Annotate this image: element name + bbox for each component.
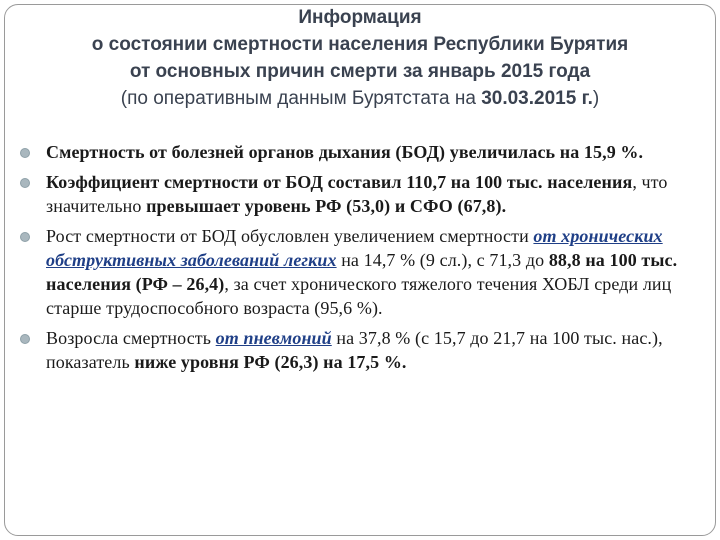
- bullet-list: [20, 140, 698, 380]
- item-4-emphasis: от пневмоний: [215, 328, 332, 348]
- title-line-4-suffix: ): [592, 88, 600, 109]
- bullet-icon: [20, 148, 30, 158]
- item-4-part-3: на 37,8 % (с 15,7 до 21,7 на 100 тыс. нас.), показатель: [46, 328, 663, 372]
- item-1-text: Смертность от болезней органов дыхания (БОД) увеличилась на 15,9 %.: [46, 142, 644, 162]
- item-2-part-1: Коэффициент смертности от БОД составил 110,7 на 100 тыс. населения: [46, 172, 633, 192]
- list-item: [20, 170, 698, 218]
- title-line-4: [20, 85, 700, 112]
- list-item: [20, 326, 698, 374]
- bullet-icon: [20, 334, 30, 344]
- slide-title: [20, 4, 700, 112]
- title-line-1: Информация: [298, 7, 422, 28]
- title-line-2: о состоянии смертности населения Республики Бурятия: [91, 34, 629, 55]
- item-4-part-4: ниже уровня РФ (26,3) на 17,5 %.: [134, 352, 407, 372]
- list-item: [20, 140, 698, 164]
- item-3-part-5: , за счет хронического тяжелого течения ХОБЛ среди лиц старше трудоспособного возраста (95,6 %).: [46, 274, 672, 318]
- item-2-part-2: , что значительно: [46, 172, 668, 216]
- item-3-part-3: на 14,7 % (9 сл.), с 71,3 до: [336, 250, 549, 270]
- list-item: [20, 224, 698, 320]
- bullet-icon: [20, 178, 30, 188]
- item-2-part-3: превышает уровень РФ (53,0) и СФО (67,8).: [146, 196, 507, 216]
- item-4-part-1: Возросла смертность: [46, 328, 216, 348]
- item-3-emphasis: от хронических обструктивных заболеваний легких: [46, 226, 663, 270]
- title-line-3: от основных причин смерти за январь 2015 года: [129, 61, 591, 82]
- title-line-4-prefix: (по оперативным данным Бурятстата на: [120, 88, 482, 109]
- bullet-icon: [20, 232, 30, 242]
- item-3-part-1: Рост смертности от БОД обусловлен увеличением смертности: [46, 226, 534, 246]
- item-3-part-4: 88,8 на 100 тыс. населения (РФ – 26,4): [46, 250, 678, 294]
- title-date: 30.03.2015 г.: [481, 88, 593, 109]
